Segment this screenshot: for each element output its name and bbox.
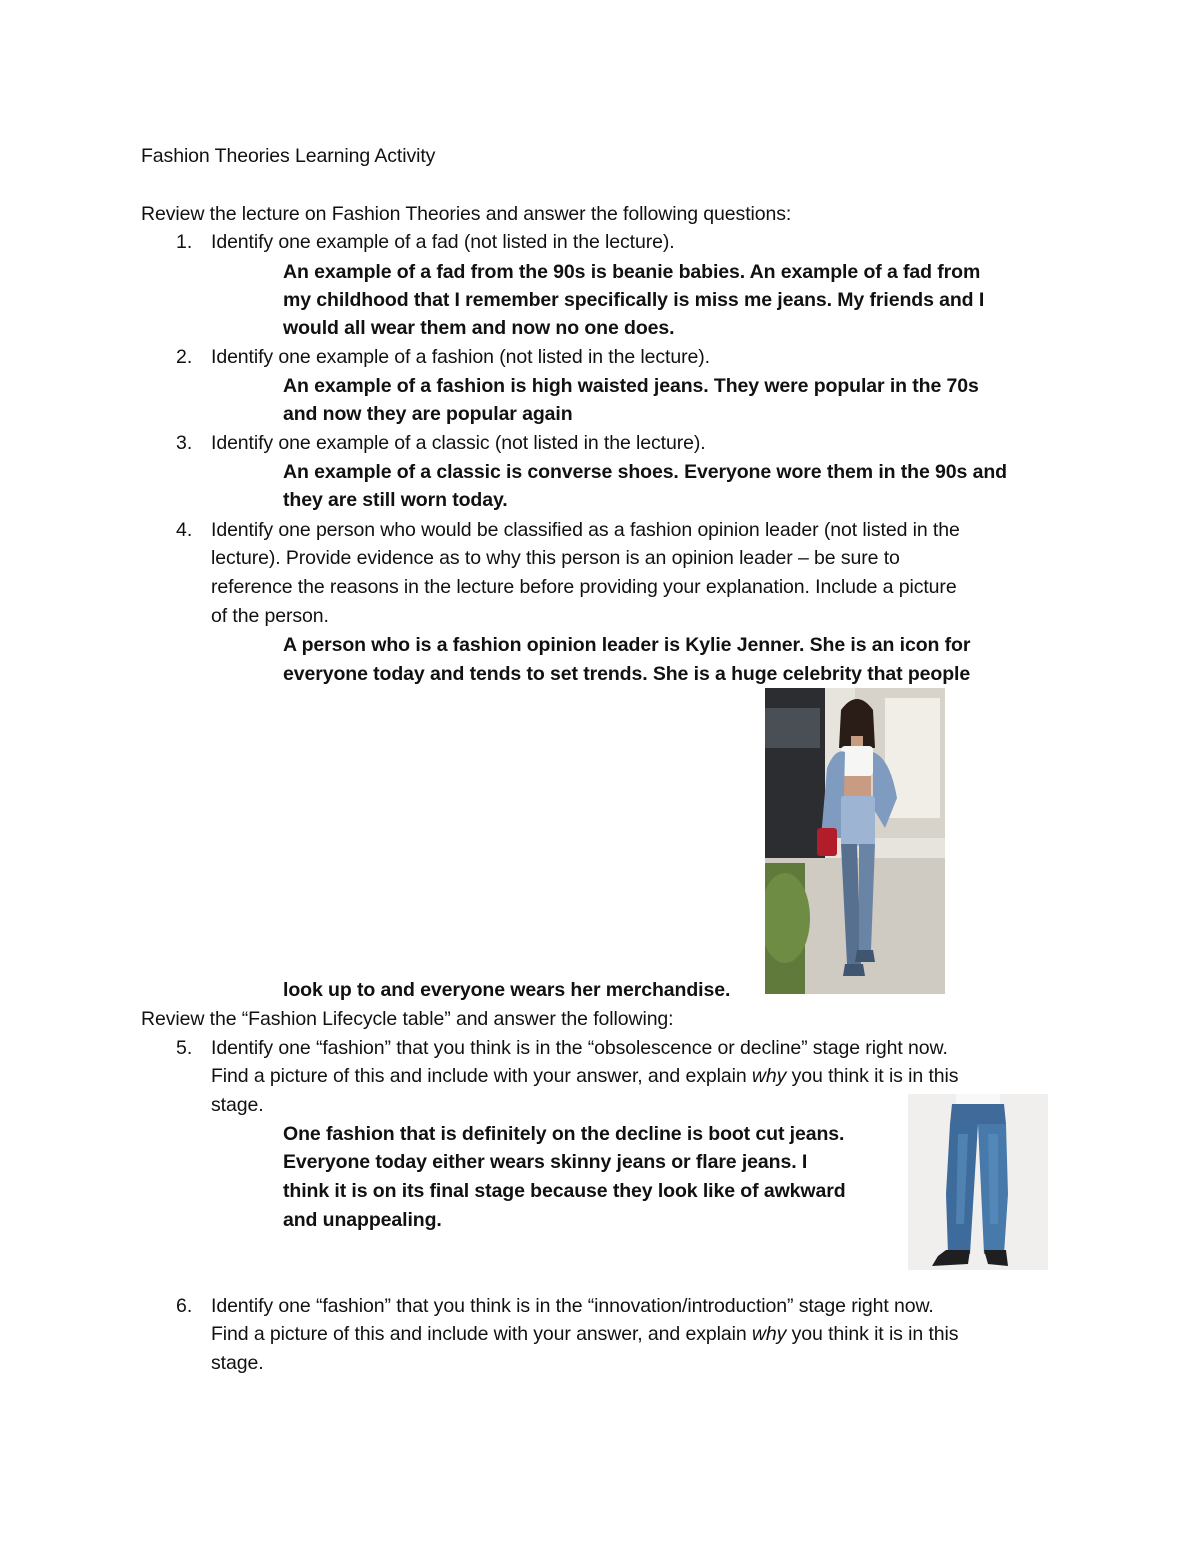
q3-answer-line: An example of a classic is converse shoes. Everyone wore them in the 90s and	[283, 461, 1007, 483]
q1-question: Identify one example of a fad (not listed in the lecture).	[211, 231, 675, 253]
q2-answer-line: and now they are popular again	[283, 403, 573, 425]
intro-text: Review the lecture on Fashion Theories and answer the following questions:	[141, 203, 792, 225]
q1-number: 1.	[176, 231, 193, 253]
q4-number: 4.	[176, 519, 193, 541]
q6-number: 6.	[176, 1295, 193, 1317]
q5-answer-line: and unappealing.	[283, 1209, 442, 1231]
q2-answer-line: An example of a fashion is high waisted jeans. They were popular in the 70s	[283, 375, 979, 397]
q1-answer-line: An example of a fad from the 90s is beanie babies. An example of a fad from	[283, 261, 981, 283]
q6-question-line: Identify one “fashion” that you think is in the “innovation/introduction” stage right now.	[211, 1295, 934, 1317]
q5-question-line: stage.	[211, 1094, 264, 1116]
q4-question-line: of the person.	[211, 605, 329, 627]
q4-answer-line: A person who is a fashion opinion leader is Kylie Jenner. She is an icon for	[283, 634, 971, 656]
q5-answer-line: One fashion that is definitely on the decline is boot cut jeans.	[283, 1123, 845, 1145]
q3-question: Identify one example of a classic (not listed in the lecture).	[211, 432, 706, 454]
q4-answer-line: look up to and everyone wears her merchandise.	[283, 979, 731, 1001]
q5-question-line: Identify one “fashion” that you think is in the “obsolescence or decline” stage right now.	[211, 1037, 948, 1059]
q5-answer-line: think it is on its final stage because they look like of awkward	[283, 1180, 846, 1202]
q4-answer-line: everyone today and tends to set trends. She is a huge celebrity that people	[283, 663, 971, 685]
q4-question-line: lecture). Provide evidence as to why this person is an opinion leader – be sure to	[211, 547, 900, 569]
q6-question-line: Find a picture of this and include with your answer, and explain why you think it is in this	[211, 1323, 959, 1345]
q2-number: 2.	[176, 346, 193, 368]
document-title: Fashion Theories Learning Activity	[141, 145, 436, 167]
boot-cut-jeans-photo	[908, 1094, 1048, 1270]
q5-answer-line: Everyone today either wears skinny jeans or flare jeans. I	[283, 1151, 808, 1173]
intro-text-2: Review the “Fashion Lifecycle table” and answer the following:	[141, 1008, 674, 1030]
q5-number: 5.	[176, 1037, 193, 1059]
q6-question-line: stage.	[211, 1352, 264, 1374]
q3-number: 3.	[176, 432, 193, 454]
opinion-leader-photo	[765, 688, 945, 994]
q1-answer-line: my childhood that I remember specifically is miss me jeans. My friends and I	[283, 289, 985, 311]
q5-question-line: Find a picture of this and include with your answer, and explain why you think it is in this	[211, 1065, 959, 1087]
q4-question-line: reference the reasons in the lecture before providing your explanation. Include a picture	[211, 576, 957, 598]
q2-question: Identify one example of a fashion (not listed in the lecture).	[211, 346, 710, 368]
q3-answer-line: they are still worn today.	[283, 489, 508, 511]
q1-answer-line: would all wear them and now no one does.	[283, 317, 675, 339]
q4-question-line: Identify one person who would be classified as a fashion opinion leader (not listed in the	[211, 519, 960, 541]
